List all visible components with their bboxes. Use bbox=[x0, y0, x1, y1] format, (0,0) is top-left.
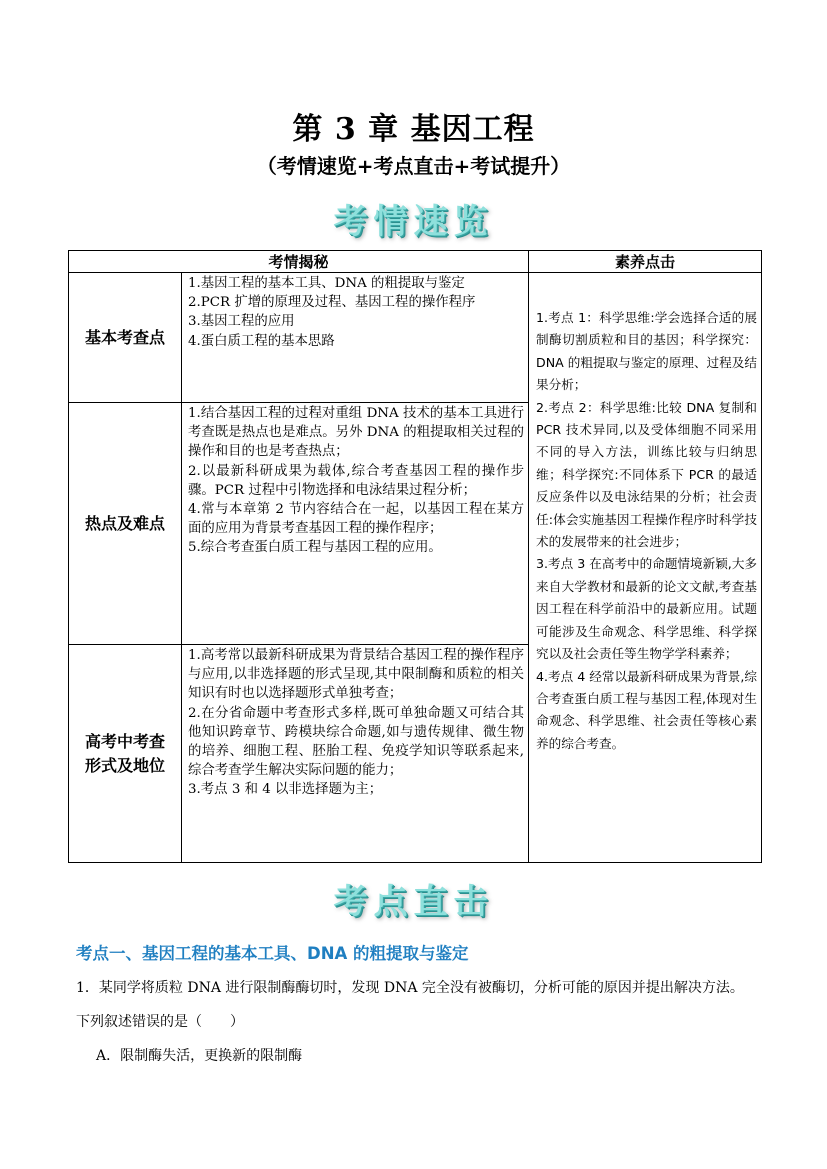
banner-points: 考点直击 bbox=[333, 882, 494, 922]
col-header-literacy: 素养点击 bbox=[529, 251, 762, 273]
row-label: 基本考查点 bbox=[69, 273, 182, 403]
list-item: 4.蛋白质工程的基本思路 bbox=[188, 333, 335, 349]
table-header-row bbox=[69, 251, 762, 273]
row-label bbox=[69, 645, 182, 863]
section-heading: 考点一、基因工程的基本工具、DNA 的粗提取与鉴定 bbox=[76, 944, 469, 963]
page-title: 第 3 章 基因工程 bbox=[292, 112, 535, 147]
question-stem-line2: 下列叙述错误的是（ ） bbox=[76, 1014, 244, 1030]
list-item: 1.考点 1：科学思维:学会选择合适的展制酶切割质粒和目的基因；科学探究：DNA 的粗提取与鉴定的原理、过程及结果分析； bbox=[536, 310, 758, 393]
list-item: 4.常与本章第 2 节内容结合在一起，以基因工程在某方面的应用为背景考查基因工程的操作程序； bbox=[188, 502, 525, 537]
list-item: 5.综合考查蛋白质工程与基因工程的应用。 bbox=[188, 540, 442, 556]
row-content bbox=[182, 403, 529, 645]
table-row bbox=[69, 273, 762, 403]
row-content bbox=[182, 273, 529, 403]
option-a: A．限制酶失活，更换新的限制酶 bbox=[96, 1048, 303, 1064]
list-item: 2.考点 2：科学思维:比较 DNA 复制和 PCR 技术异同,以及受体细胞不同采用不同的导入方法，训练比较与归纳思维；科学探究:不同体系下 PCR 的最适反应条件以及电泳结果的分析；社会责任:体会实施基因工程操作程序时科学技术的发展带来的社会进步； bbox=[536, 399, 758, 550]
list-item: 3.考点 3 在高考中的命题情境新颖,大多来自大学教材和最新的论文文献,考查基因工程在科学前沿中的最新应用。试题可能涉及生命观念、科学思维、科学探究以及社会责任等生物学学科素养； bbox=[536, 556, 758, 662]
row-content bbox=[182, 645, 529, 863]
list-item: 3.考点 3 和 4 以非选择题为主； bbox=[188, 782, 383, 798]
list-item: 3.基因工程的应用 bbox=[188, 314, 295, 330]
page-subtitle: （考情速览+考点直击+考试提升） bbox=[256, 154, 571, 178]
list-item: 1.高考常以最新科研成果为背景结合基因工程的操作程序与应用,以非选择题的形式呈现,其中限制酶和质粒的相关知识有时也以选择题形式单独考查； bbox=[188, 648, 525, 702]
row-label-line: 高考中考查 bbox=[84, 731, 165, 751]
banner-overview: 考情速览 bbox=[333, 202, 494, 242]
row-label-line: 形式及地位 bbox=[84, 755, 165, 775]
question-stem-line1: 1．某同学将质粒 DNA 进行限制酶酶切时，发现 DNA 完全没有被酶切，分析可能的原因并提出解决方法。 bbox=[76, 980, 744, 996]
list-item: 2.以最新科研成果为载体,综合考查基因工程的操作步骤。PCR 过程中引物选择和电泳结果过程分析； bbox=[188, 463, 525, 498]
list-item: 1.结合基因工程的过程对重组 DNA 技术的基本工具进行考查既是热点也是难点。另外 DNA 的粗提取相关过程的操作和目的也是考查热点； bbox=[188, 406, 525, 460]
list-item: 2.在分省命题中考查形式多样,既可单独命题又可结合其他知识跨章节、跨模块综合命题,如与遗传规律、微生物的培养、细胞工程、胚胎工程、免疫学知识等联系起来,综合考查学生解决实际问题的能力； bbox=[188, 705, 525, 779]
overview-table bbox=[68, 250, 762, 863]
list-item: 1.基因工程的基本工具、DNA 的粗提取与鉴定 bbox=[188, 276, 465, 291]
col-header-secrets: 考情揭秘 bbox=[69, 251, 529, 273]
row-label: 热点及难点 bbox=[69, 403, 182, 645]
literacy-content bbox=[529, 273, 762, 863]
list-item: 4.考点 4 经常以最新科研成果为背景,综合考查蛋白质工程与基因工程,体现对生命观念、科学思维、社会责任等核心素养的综合考查。 bbox=[536, 668, 758, 751]
list-item: 2.PCR 扩增的原理及过程、基因工程的操作程序 bbox=[188, 295, 476, 311]
